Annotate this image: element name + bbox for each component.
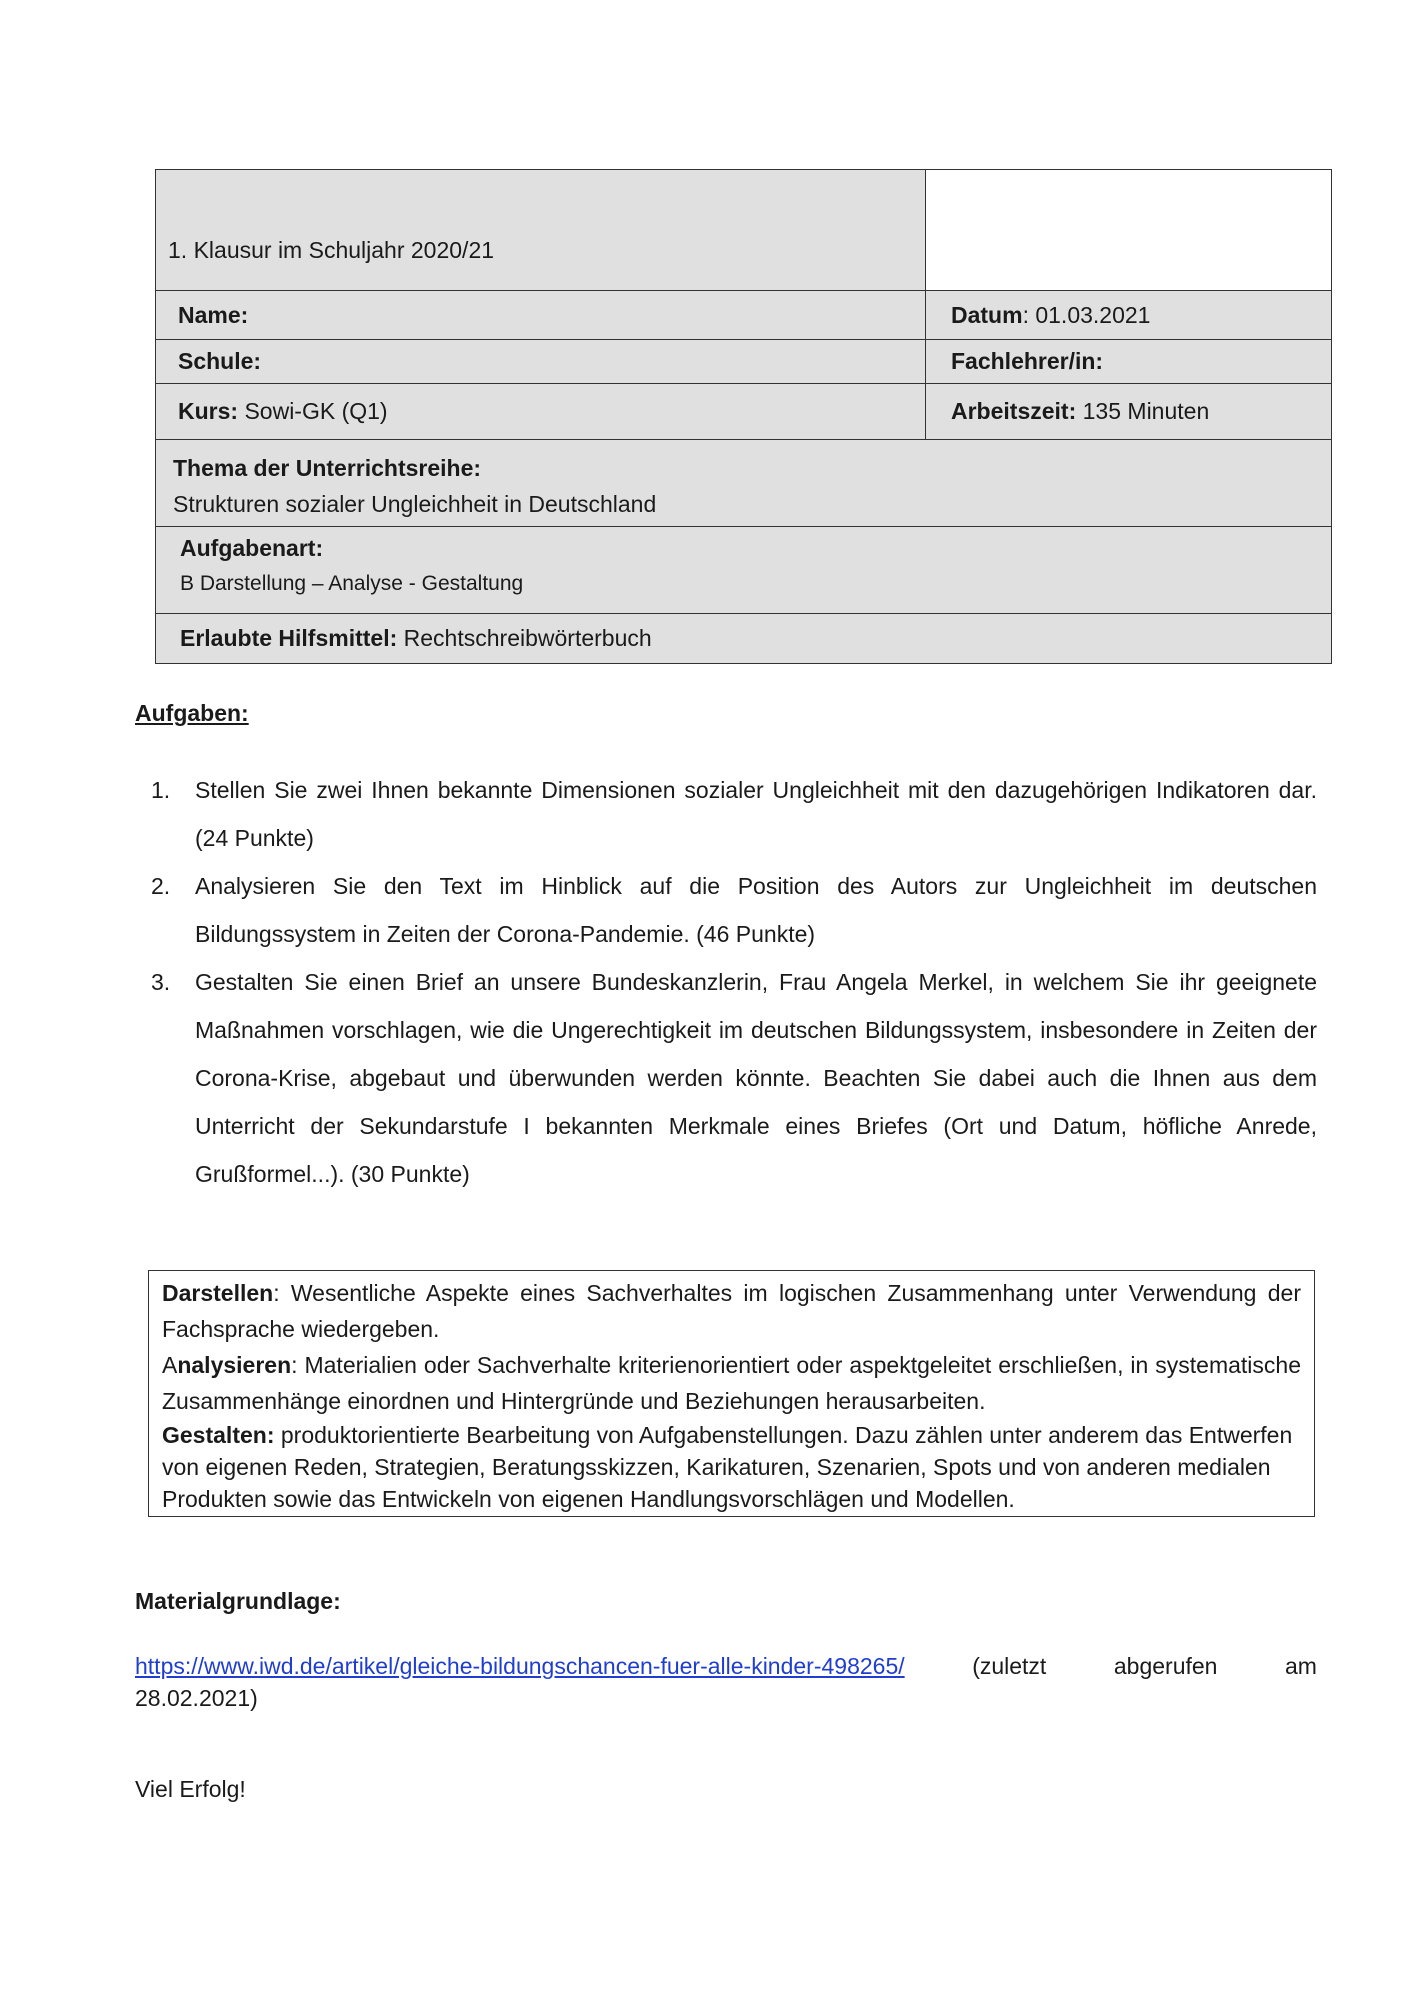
material-word-am: am: [1285, 1653, 1317, 1679]
fachlehrer-field: [926, 340, 1331, 383]
arbeitszeit-field: [926, 384, 1331, 439]
aufgabenart-value: B Darstellung – Analyse - Gestaltung: [180, 572, 524, 595]
header-row-kurs: [156, 383, 1331, 439]
analysieren-label: nalysieren: [177, 1352, 292, 1378]
operator-gestalten: [162, 1419, 1301, 1515]
tasks-heading: Aufgaben:: [135, 700, 249, 726]
fachlehrer-label: Fachlehrer/in:: [951, 348, 1104, 374]
hilfsmittel-field: [156, 614, 1331, 663]
hilfsmittel-label: Erlaubte Hilfsmittel:: [180, 625, 398, 651]
task-number: 1.: [151, 777, 171, 803]
operator-analysieren: [162, 1347, 1301, 1419]
header-row-name: [156, 290, 1331, 339]
material-date: 28.02.2021): [135, 1685, 258, 1711]
arbeitszeit-label: Arbeitszeit:: [951, 398, 1077, 424]
task-number: 2.: [151, 873, 171, 899]
datum-value: : 01.03.2021: [1022, 301, 1151, 328]
analysieren-label-initial: A: [162, 1352, 178, 1378]
material-source: [135, 1650, 1317, 1714]
material-word-zuletzt: (zuletzt: [972, 1653, 1047, 1679]
exam-header-table: [155, 169, 1332, 664]
task-item: [135, 766, 1317, 862]
thema-label: Thema der Unterrichtsreihe:: [173, 455, 482, 481]
header-empty-cell: [926, 170, 1331, 290]
header-row-hilfsmittel: [156, 613, 1331, 663]
datum-label: Datum: [951, 301, 1023, 328]
thema-field: [156, 440, 1331, 526]
task-list: [135, 766, 1317, 1198]
arbeitszeit-value: 135 Minuten: [1076, 398, 1210, 424]
header-row-aufgabenart: [156, 526, 1331, 613]
aufgabenart-field: [156, 527, 1331, 613]
analysieren-text: : Materialien oder Sachverhalte kriterienorientiert oder aspektgeleitet erschließen, in systematische Zusammenhänge einordnen und Hintergründe und Beziehungen herausarbeiten.: [162, 1352, 1301, 1414]
task-text: Analysieren Sie den Text im Hinblick auf die Position des Autors zur Ungleichheit im deutschen Bildungssystem in Zeiten der Corona-Pandemie. (46 Punkte): [195, 873, 1317, 947]
task-number: 3.: [151, 969, 171, 995]
kurs-value: Sowi-GK (Q1): [238, 398, 388, 424]
datum-field: [926, 291, 1331, 339]
task-text: Gestalten Sie einen Brief an unsere Bundeskanzlerin, Frau Angela Merkel, in welchem Sie ihr geeignete Maßnahmen vorschlagen, wie die Ungerechtigkeit im deutschen Bildungssystem, insbesondere in Zeiten der Corona-Krise, abgebaut und überwunden werden könnte. Beachten Sie dabei auch die Ihnen aus dem Unterricht der Sekundarstufe I bekannten Merkmale eines Briefes (Ort und Datum, höfliche Anrede, Grußformel...). (30 Punkte): [195, 969, 1317, 1187]
gestalten-text: produktorientierte Bearbeitung von Aufgabenstellungen. Dazu zählen unter anderem das Entwerfen von eigenen Reden, Strategien, Beratungsskizzen, Karikaturen, Szenarien, Spots und von anderen medialen Produkten sowie das Entwickeln von eigenen Handlungsvorschlägen und Modellen.: [162, 1422, 1293, 1512]
material-link[interactable]: https://www.iwd.de/artikel/gleiche-bildungschancen-fuer-alle-kinder-498265/: [135, 1653, 905, 1679]
header-row-schule: [156, 339, 1331, 383]
operators-box: [148, 1270, 1315, 1517]
material-heading: Materialgrundlage:: [135, 1588, 341, 1614]
header-row-title: [156, 170, 1331, 290]
task-text: Stellen Sie zwei Ihnen bekannte Dimensionen sozialer Ungleichheit mit den dazugehörigen Indikatoren dar. (24 Punkte): [195, 777, 1317, 851]
exam-title: 1. Klausur im Schuljahr 2020/21: [156, 170, 926, 290]
schule-label: Schule:: [178, 348, 262, 374]
darstellen-text: : Wesentliche Aspekte eines Sachverhaltes im logischen Zusammenhang unter Verwendung der Fachsprache wiedergeben.: [162, 1280, 1301, 1342]
task-item: [135, 862, 1317, 958]
task-item: [135, 958, 1317, 1198]
closing-text: Viel Erfolg!: [135, 1776, 246, 1802]
gestalten-label: Gestalten:: [162, 1422, 275, 1448]
material-word-abgerufen: abgerufen: [1113, 1653, 1218, 1679]
kurs-field: [156, 384, 926, 439]
hilfsmittel-value: Rechtschreibwörterbuch: [397, 625, 652, 651]
schule-field: [156, 340, 926, 383]
kurs-label: Kurs:: [178, 398, 239, 424]
thema-value: Strukturen sozialer Ungleichheit in Deutschland: [173, 491, 657, 517]
aufgabenart-label: Aufgabenart:: [180, 535, 324, 561]
name-field: [156, 291, 926, 339]
name-label: Name:: [178, 301, 249, 328]
operator-darstellen: [162, 1275, 1301, 1347]
darstellen-label: Darstellen: [162, 1280, 274, 1306]
header-row-thema: [156, 439, 1331, 526]
